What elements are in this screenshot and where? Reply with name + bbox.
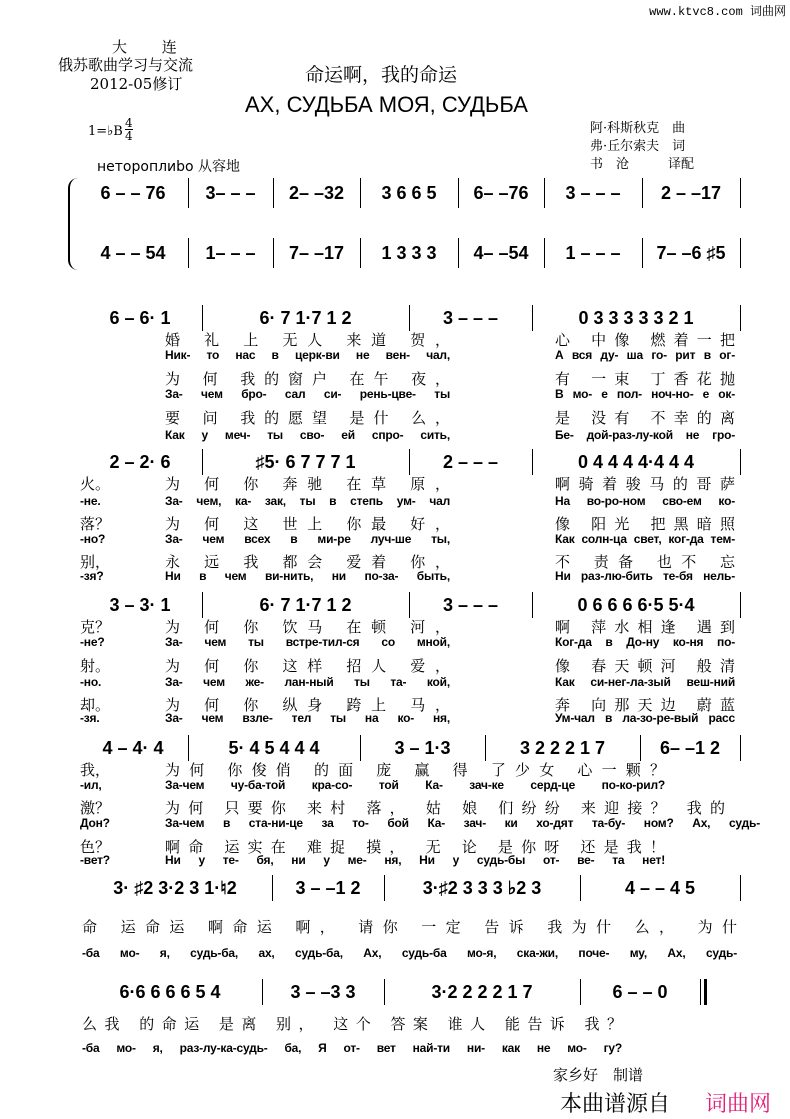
bar-line [188,238,189,268]
lyric-line: 为 何 这 世上 你最 好， [165,515,450,533]
bar-line [360,735,361,761]
measure: 7– –6 ♯5 [656,242,726,263]
lyric-line: 要 问 我的愿望 是什 么， [165,409,450,427]
bar-line [640,735,641,761]
lyric-line: 为何 你俊俏 的面 庞 赢 得 了少女 心一颗？ [165,761,665,779]
lyric-line-continued: На во-ро-ном сво-ем ко- [555,494,735,508]
lyric-line-continued: Ни раз-лю-бить те-бя нель- [555,569,735,583]
measure: 3 – –3 3 [290,981,356,1002]
bar-line [532,449,533,475]
bar-line [642,238,643,268]
time-signature [125,117,133,142]
measure: 6– –76 [473,182,529,203]
measure: 3 6 6 5 [381,182,437,203]
measure: 6 – – 0 [612,981,668,1002]
lyric-line: 么我 的命运 是离 别， 这个 答案 谁人 能告诉 我？ [82,1015,622,1033]
measure: 3 – 1·3 [394,737,451,758]
bar-line [642,178,643,208]
lyric-line-continued: 啊骑着骏马的哥萨 [555,475,735,493]
bar-line [409,449,410,475]
title-russian: АХ, СУДЬБА МОЯ, СУДЬБА [245,92,528,117]
bar-line [202,449,203,475]
lyric-pickup: -но. [80,675,102,689]
lyric-line-continued: В мо- е пол- ноч-но- е ок- [555,387,735,401]
score-maker: 家乡好 制谱 [553,1066,644,1084]
measure: 3 – – – [565,182,621,203]
lyric-line: 为 何 你 纵身 跨上 马， [165,696,450,714]
bar-line [409,305,410,331]
lyric-line-continued: Как солн-ца свет, ког-да тем- [555,532,735,546]
bar-line [458,238,459,268]
lyric-line-continued: А вся ду- ша го- рит в ог- [555,348,735,362]
bar-line [532,592,533,618]
bar-line [202,305,203,331]
lyric-line: 为 何 你 这样 招人 爱， [165,657,450,675]
measure: 4– –54 [473,242,529,263]
tempo-marking: нетороплиbo 从容地 [97,159,241,175]
time-top: 4 [125,116,133,130]
bar-line [273,238,274,268]
bar-line [544,178,545,208]
lyric-pickup: 激？ [80,799,111,817]
bar-line [700,979,701,1005]
lyric-line: 为 何 我的窗户 在午 夜， [165,370,450,388]
measure: 6– –1 2 [659,737,721,758]
measure: 0 6 6 6 6·5 5·4 [577,594,695,615]
lyric-line-continued: Как си-нег-ла-зый веш-ний [555,675,735,689]
lyric-pickup: -зя. [80,711,100,725]
measure: 4 – 4· 4 [102,737,164,758]
bar-line [580,979,581,1005]
bar-line [188,178,189,208]
measure: 7– –17 [288,242,345,263]
measure: 3· ♯2 3·2 3 1·♮2 [113,877,237,898]
bar-line [580,875,581,901]
measure: 0 4 4 4 4·4 4 4 [577,451,695,472]
staff-brace [68,178,80,270]
translator-credit: 书 沧 译配 [590,157,695,172]
lyric-line: -ба мо- я, судь-ба, ах, судь-ба, Ах, судь-ба мо-я, ска-жи, поче- му, Ах, судь- [82,946,737,960]
measure: 5· 4 5 4 4 4 [228,737,320,758]
lyric-line: За-чем в ста-ни-це за то- бой Ка- зач- ки хо-дят та-бу- ном? Ах, судь- [165,816,760,830]
bar-line [532,305,533,331]
bar-line [360,238,361,268]
lyric-line: Ни в чем ви-нить, ни по-за- быть, [165,569,450,583]
source-group: 俄苏歌曲学习与交流 [58,56,194,74]
lyricist-credit: 弗·丘尔索夫 词 [590,139,686,154]
lyric-line: За-чем чу-ба-той кра-со- той Ка- зач-ке серд-це по-ко-рил? [165,778,665,792]
composer-credit: 阿·科斯秋克 曲 [590,121,686,136]
credits [590,120,694,174]
lyric-line: 啊命 运实在 难捉 摸， 无 论 是你呀 还是我！ [165,838,665,856]
lyric-line: Ник- то нас в церк-ви не вен- чал, [165,348,450,362]
measure: 0 3 3 3 3 3 2 1 [578,307,694,328]
source-site-logo: 词曲网 [705,1092,772,1117]
lyric-pickup: 射。 [80,657,111,675]
measure: ♯5· 6 7 7 7 1 [255,451,356,472]
bar-line [485,735,486,761]
title-chinese: 命运啊，我的命运 [305,64,458,86]
lyric-line-continued: Ум-чал в ла-зо-ре-вый расс [555,711,735,725]
measure: 2– –32 [288,182,345,203]
lyric-line: За- чем всех в ми-ре луч-ше ты, [165,532,450,546]
bar-line [740,592,741,618]
lyric-line: За- чем ты встре-тил-ся со мной, [165,635,450,649]
measure: 3 – –1 2 [295,877,361,898]
measure: 2 – –17 [660,182,722,203]
lyric-pickup: 却。 [80,696,111,714]
lyric-line-continued: 心 中像 燃着一把 [555,331,735,349]
measure: 1 – – – [565,242,621,263]
lyric-pickup: Дон? [80,816,110,830]
bar-line [272,875,273,901]
bar-line [273,178,274,208]
lyric-line: За- чем же- лан-ный ты та- кой, [165,675,450,689]
bar-line [740,178,741,208]
measure: 3 – 3· 1 [109,594,171,615]
lyric-line-continued: 有 一束 丁香花抛 [555,370,735,388]
bar-line [262,979,263,1005]
bar-line [384,875,385,901]
lyric-pickup: 火。 [80,475,111,493]
lyric-line: 永 远 我 都会 爱着 你， [165,553,450,571]
key-signature: 1=♭B [88,124,123,139]
measure: 3 – – – [442,594,499,615]
measure: 4 – – 4 5 [624,877,696,898]
revision-date: 2012-05修订 [90,75,183,93]
bar-line [740,238,741,268]
bar-line [740,305,741,331]
measure: 6 – 6· 1 [109,307,171,328]
lyric-line-continued: 奔 向那天边 蔚蓝 [555,696,735,714]
lyric-pickup: 克？ [80,618,111,636]
lyric-pickup: -не? [80,635,105,649]
lyric-pickup: -но? [80,532,106,546]
lyric-line: 命 运命运 啊命运 啊， 请你 一定 告诉 我为什 么， 为什 [82,918,737,936]
lyric-line-continued: 啊 萍水相逢 遇到 [555,618,735,636]
lyric-pickup: -зя? [80,569,104,583]
bar-line [740,735,741,761]
measure: 6· 7 1·7 1 2 [259,307,352,328]
bar-line [384,979,385,1005]
measure: 3– – – [205,182,256,203]
lyric-line: -ба мо- я, раз-лу-ка-судь- ба, Я от- вет най-ти ни- как не мо- гу? [82,1041,622,1055]
lyric-line-continued: 不 责备 也不 忘 [555,553,735,571]
measure: 2 – – – [442,451,499,472]
bar-line [188,735,189,761]
lyric-line: Как у меч- ты сво- ей спро- сить, [165,428,450,442]
source-city: 大 连 [112,38,177,56]
lyric-line: 为 何 你 饮马 在顿 河， [165,618,450,636]
source-label: 本曲谱源自 [560,1092,671,1117]
measure: 3 2 2 2 1 7 [519,737,606,758]
measure: 6·6 6 6 6 5 4 [119,981,221,1002]
bar-line [202,592,203,618]
lyric-line: 为 何 你 奔驰 在草 原， [165,475,450,493]
lyric-line: 婚 礼 上 无人 来道 贺， [165,331,450,349]
lyric-line: За- чем взле- тел ты на ко- ня, [165,711,450,725]
lyric-line-continued: Бе- дой-раз-лу-кой не гро- [555,428,735,442]
measure: 3 – – – [442,307,499,328]
bar-line [409,592,410,618]
measure: 1 3 3 3 [381,242,437,263]
lyric-line-continued: 像 春天顿河 般清 [555,657,735,675]
measure: 6 – – 76 [100,182,166,203]
lyric-pickup: 我， [80,761,111,779]
lyric-pickup: 别， [80,553,111,571]
time-bottom: 4 [125,129,133,143]
bar-line [458,178,459,208]
lyric-line-continued: 像 阳光 把黑暗照 [555,515,735,533]
lyric-line: Ни у те- бя, ни у ме- ня, Ни у судь-бы от- ве- та нет! [165,853,665,867]
lyric-line: 为何 只要你 来村 落， 姑 娘 们纷纷 来迎接？ 我的 [165,799,725,817]
measure: 1– – – [205,242,256,263]
watermark: www.ktvc8.com 词曲网 [649,5,786,19]
measure: 2 – 2· 6 [109,451,171,472]
lyric-line: За- чем бро- сал си- рень-цве- ты [165,387,450,401]
measure: 4 – – 54 [100,242,166,263]
lyric-pickup: -ил, [80,778,102,792]
lyric-line-continued: Ког-да в До-ну ко-ня по- [555,635,735,649]
bar-line [740,875,741,901]
lyric-pickup: -не. [80,494,101,508]
lyric-pickup: 落？ [80,515,111,533]
lyric-pickup: 色？ [80,838,111,856]
lyric-pickup: -вет? [80,853,110,867]
measure: 3·♯2 3 3 3 ♭2 3 [422,877,542,898]
bar-line [740,449,741,475]
measure: 3·2 2 2 2 1 7 [431,981,533,1002]
lyric-line: За- чем, ка- зак, ты в степь ум- чал [165,494,450,508]
lyric-line-continued: 是 没有 不幸的离 [555,409,735,427]
measure: 6· 7 1·7 1 2 [259,594,352,615]
bar-line [360,178,361,208]
final-bar-line [704,979,707,1005]
bar-line [544,238,545,268]
